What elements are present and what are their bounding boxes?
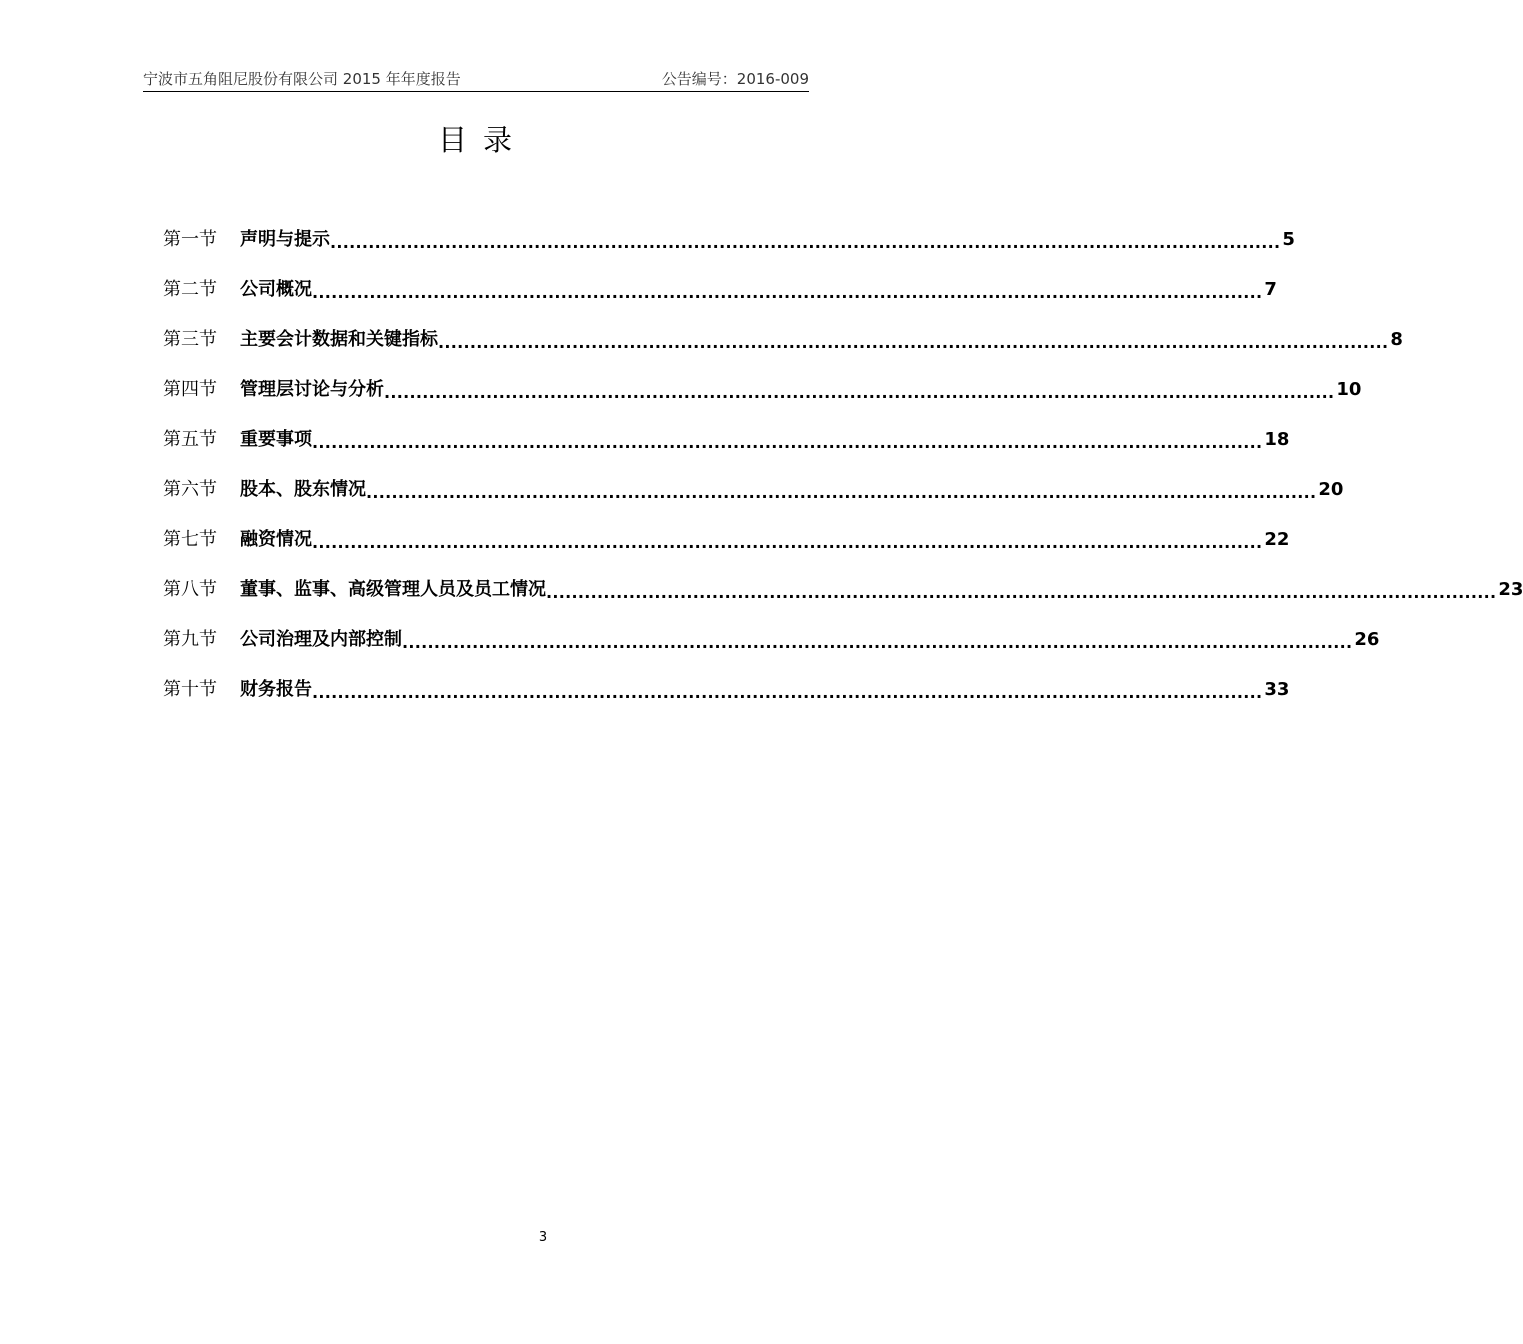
toc-section-title: 财务报告 xyxy=(240,679,312,700)
toc-section-number: 第十节 xyxy=(163,679,217,700)
page-number: 3 xyxy=(538,1230,548,1245)
toc-section-number: 第三节 xyxy=(163,329,217,350)
toc-section-title: 融资情况 xyxy=(240,529,312,550)
toc-dot-leader: ..................................................................................................................................................... xyxy=(330,233,1281,252)
toc-dot-leader: ..................................................................................................................................................... xyxy=(384,383,1335,402)
toc-entry-body xyxy=(240,525,1290,555)
table-of-contents xyxy=(163,225,1523,725)
toc-section-number: 第六节 xyxy=(163,479,217,500)
toc-entry[interactable] xyxy=(163,225,1295,275)
page-header xyxy=(143,66,809,92)
toc-entry-body xyxy=(240,375,1362,405)
toc-dot-leader: ..................................................................................................................................................... xyxy=(546,583,1497,602)
toc-dot-leader: ..................................................................................................................................................... xyxy=(312,433,1263,452)
toc-entry-body xyxy=(240,475,1344,505)
toc-section-title: 公司治理及内部控制 xyxy=(240,629,402,650)
toc-entry[interactable] xyxy=(163,625,1380,675)
toc-dot-leader: ..................................................................................................................................................... xyxy=(438,333,1389,352)
toc-entry-body xyxy=(240,625,1380,655)
toc-dot-leader: ..................................................................................................................................................... xyxy=(366,483,1317,502)
toc-entry[interactable] xyxy=(163,575,1523,625)
toc-entry[interactable] xyxy=(163,525,1290,575)
toc-page-number: 5 xyxy=(1282,229,1295,250)
toc-entry[interactable] xyxy=(163,275,1277,325)
toc-page-number: 33 xyxy=(1264,679,1290,700)
toc-section-number: 第七节 xyxy=(163,529,217,550)
toc-page-number: 26 xyxy=(1354,629,1380,650)
header-company-report-title: 宁波市五角阻尼股份有限公司 2015 年年度报告 xyxy=(143,70,461,88)
toc-dot-leader: ..................................................................................................................................................... xyxy=(312,683,1263,702)
toc-page-number: 8 xyxy=(1390,329,1403,350)
toc-page-number: 23 xyxy=(1498,579,1523,600)
toc-section-title: 重要事项 xyxy=(240,429,312,450)
toc-entry[interactable] xyxy=(163,475,1344,525)
toc-page-number: 20 xyxy=(1318,479,1344,500)
toc-heading: 目录 xyxy=(437,123,528,157)
toc-entry[interactable] xyxy=(163,325,1403,375)
toc-section-number: 第一节 xyxy=(163,229,217,250)
toc-page-number: 18 xyxy=(1264,429,1290,450)
toc-section-title: 声明与提示 xyxy=(240,229,330,250)
toc-section-number: 第五节 xyxy=(163,429,217,450)
toc-entry-body xyxy=(240,425,1290,455)
toc-section-title: 股本、股东情况 xyxy=(240,479,366,500)
toc-entry[interactable] xyxy=(163,425,1290,475)
toc-dot-leader: ..................................................................................................................................................... xyxy=(312,283,1263,302)
toc-section-number: 第四节 xyxy=(163,379,217,400)
toc-section-number: 第九节 xyxy=(163,629,217,650)
toc-section-number: 第八节 xyxy=(163,579,217,600)
toc-section-title: 主要会计数据和关键指标 xyxy=(240,329,438,350)
toc-page-number: 7 xyxy=(1264,279,1277,300)
toc-entry-body xyxy=(240,275,1277,305)
toc-entry-body xyxy=(240,575,1523,605)
toc-page-number: 22 xyxy=(1264,529,1290,550)
toc-section-title: 公司概况 xyxy=(240,279,312,300)
toc-entry-body xyxy=(240,675,1290,705)
toc-entry-body xyxy=(240,325,1403,355)
toc-entry[interactable] xyxy=(163,375,1362,425)
toc-entry-body xyxy=(240,225,1295,255)
toc-section-title: 董事、监事、高级管理人员及员工情况 xyxy=(240,579,546,600)
toc-page-number: 10 xyxy=(1336,379,1362,400)
toc-dot-leader: ..................................................................................................................................................... xyxy=(312,533,1263,552)
toc-section-title: 管理层讨论与分析 xyxy=(240,379,384,400)
header-announcement-number: 公告编号：2016-009 xyxy=(661,70,809,88)
toc-entry[interactable] xyxy=(163,675,1290,725)
toc-section-number: 第二节 xyxy=(163,279,217,300)
toc-dot-leader: ..................................................................................................................................................... xyxy=(402,633,1353,652)
